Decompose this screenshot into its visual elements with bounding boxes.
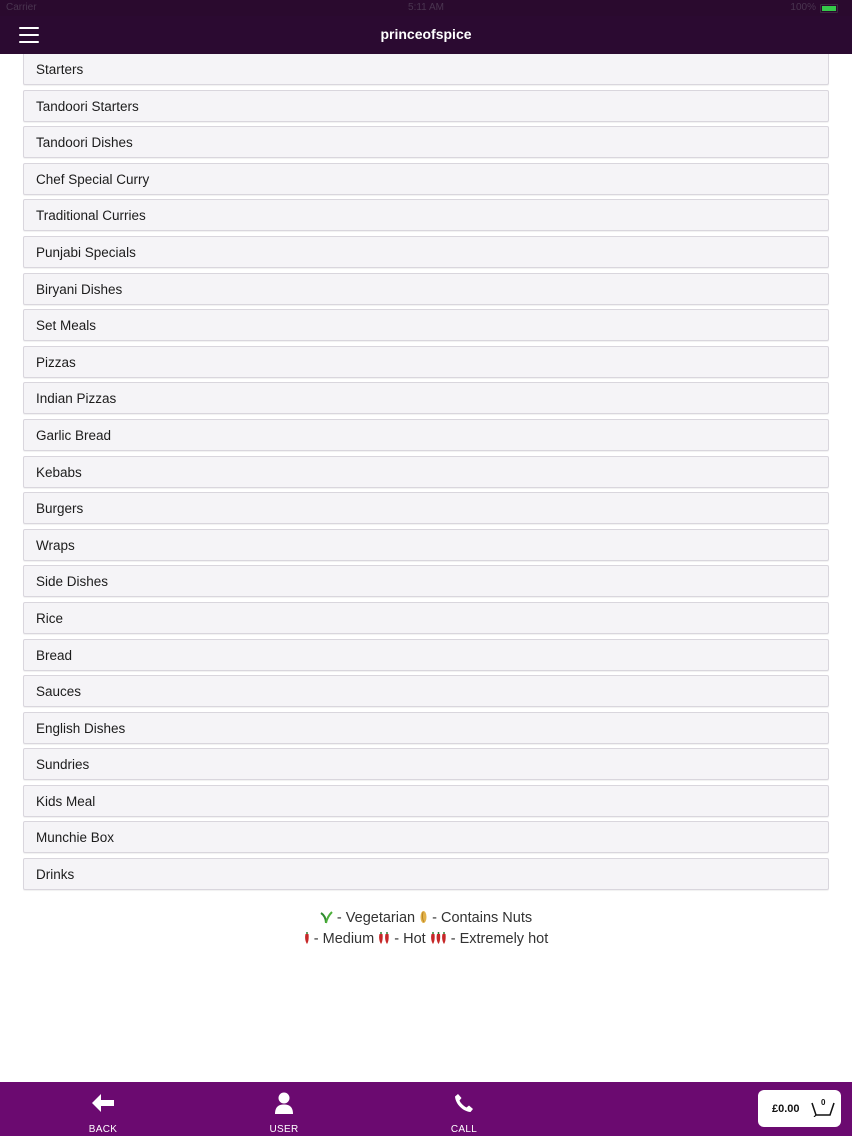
category-item[interactable]: Starters — [23, 54, 829, 85]
legend-row-2 — [0, 929, 852, 950]
category-item[interactable]: Set Meals — [23, 309, 829, 341]
legend-nuts-label: - Contains Nuts — [428, 910, 533, 926]
category-item[interactable]: Kebabs — [23, 456, 829, 488]
phone-icon — [454, 1093, 474, 1113]
chilli-extremely-hot-icon — [430, 931, 447, 945]
category-item[interactable]: Drinks — [23, 858, 829, 890]
battery-icon — [820, 4, 838, 13]
basket-button[interactable] — [758, 1090, 841, 1127]
battery-percent: 100% — [790, 2, 816, 13]
page-title: princeofspice — [380, 26, 472, 42]
category-item[interactable]: Punjabi Specials — [23, 236, 829, 268]
category-item[interactable]: Side Dishes — [23, 565, 829, 597]
category-item[interactable]: Wraps — [23, 529, 829, 561]
legend-extremely-hot-label: - Extremely hot — [446, 931, 549, 947]
category-item[interactable]: Indian Pizzas — [23, 382, 829, 414]
legend-hot-label: - Hot — [390, 931, 430, 947]
user-tab[interactable] — [244, 1090, 324, 1135]
category-item[interactable]: English Dishes — [23, 712, 829, 744]
call-tab[interactable] — [424, 1090, 504, 1135]
nav-bar — [0, 16, 852, 54]
bottom-tab-bar — [0, 1082, 852, 1136]
vegetarian-leaf-icon — [320, 909, 333, 924]
back-tab[interactable] — [63, 1090, 143, 1135]
category-item[interactable]: Tandoori Dishes — [23, 126, 829, 158]
category-item[interactable]: Sundries — [23, 748, 829, 780]
dietary-legend — [0, 908, 852, 950]
category-item[interactable]: Tandoori Starters — [23, 90, 829, 122]
category-list — [23, 54, 829, 895]
carrier-label: Carrier — [6, 2, 37, 13]
user-tab-label: USER — [269, 1124, 299, 1135]
category-item[interactable]: Traditional Curries — [23, 199, 829, 231]
back-arrow-icon — [91, 1093, 115, 1113]
category-item[interactable]: Garlic Bread — [23, 419, 829, 451]
legend-row-1 — [0, 908, 852, 929]
back-tab-label: BACK — [88, 1124, 118, 1135]
status-time: 5:11 AM — [408, 2, 444, 13]
category-item[interactable]: Burgers — [23, 492, 829, 524]
category-item[interactable]: Bread — [23, 639, 829, 671]
category-item[interactable]: Biryani Dishes — [23, 273, 829, 305]
legend-vegetarian-label: - Vegetarian — [332, 910, 420, 926]
legend-medium-label: - Medium — [309, 931, 379, 947]
category-item[interactable]: Chef Special Curry — [23, 163, 829, 195]
user-icon — [274, 1092, 294, 1114]
category-item[interactable]: Munchie Box — [23, 821, 829, 853]
call-tab-label: CALL — [450, 1124, 478, 1135]
category-item[interactable]: Kids Meal — [23, 785, 829, 817]
status-bar — [0, 0, 852, 16]
category-item[interactable]: Rice — [23, 602, 829, 634]
basket-count-badge: 0 — [821, 1098, 826, 1107]
basket-total: £0.00 — [772, 1103, 800, 1115]
category-item[interactable]: Sauces — [23, 675, 829, 707]
nut-icon — [419, 910, 428, 924]
category-item[interactable]: Pizzas — [23, 346, 829, 378]
chilli-hot-icon — [378, 931, 390, 945]
